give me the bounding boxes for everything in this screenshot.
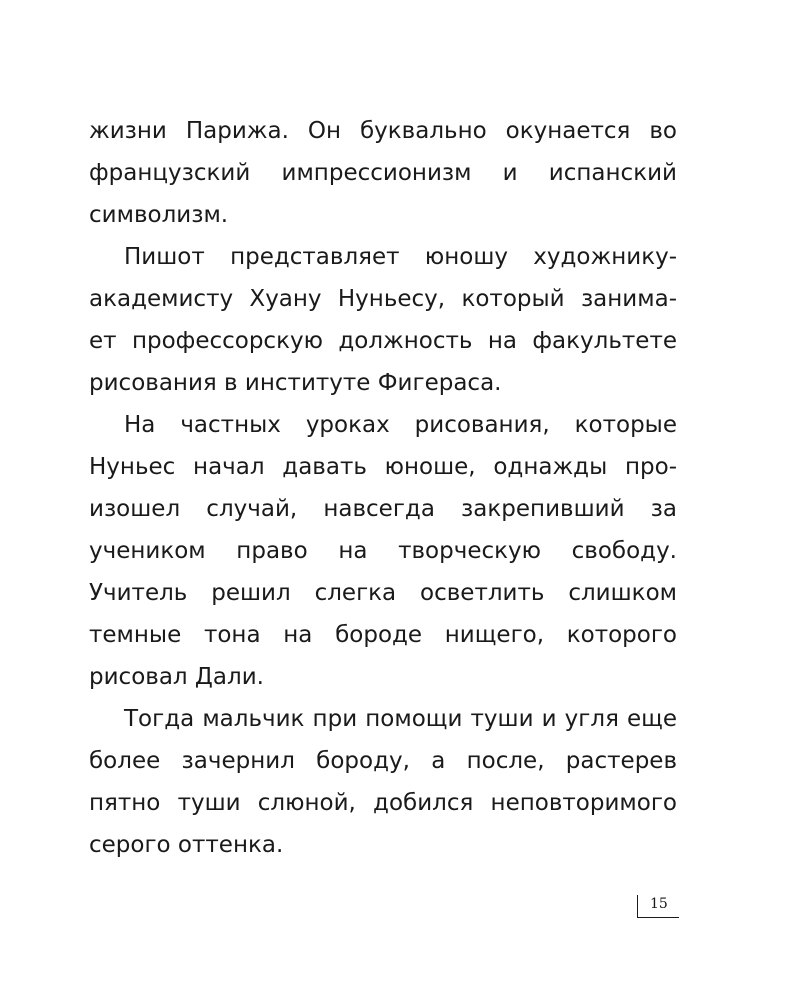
text-line: жизни Парижа. Он буквально окунается во xyxy=(89,118,677,144)
text-line: Нуньес начал давать юноше, однажды про- xyxy=(89,454,677,480)
text-line: изошел случай, навсегда закрепивший за xyxy=(89,496,677,522)
text-line: На частных уроках рисования, которые xyxy=(124,412,677,438)
page-number: 15 xyxy=(650,896,668,912)
text-line: серого оттенка. xyxy=(89,832,284,858)
body-text xyxy=(89,110,677,866)
text-line: рисования в институте Фигераса. xyxy=(89,370,502,396)
text-line: пятно туши слюной, добился неповторимого xyxy=(89,790,677,816)
text-line: учеником право на творческую свободу. xyxy=(89,538,677,564)
text-line: темные тона на бороде нищего, которого xyxy=(89,622,677,648)
text-line: Пишот представляет юношу художнику- xyxy=(124,244,677,270)
text-line: Тогда мальчик при помощи туши и угля еще xyxy=(124,706,677,732)
text-line: более зачернил бороду, а после, растерев xyxy=(89,748,677,774)
text-line: академисту Хуану Нуньесу, который занима- xyxy=(89,286,677,312)
text-line: ет профессорскую должность на факультете xyxy=(89,328,677,354)
text-line: французский импрессионизм и испанский xyxy=(89,160,677,186)
text-line: Учитель решил слегка осветлить слишком xyxy=(89,580,677,606)
text-line: символизм. xyxy=(89,202,229,228)
text-line: рисовал Дали. xyxy=(89,664,264,690)
page-number-frame xyxy=(637,895,679,918)
